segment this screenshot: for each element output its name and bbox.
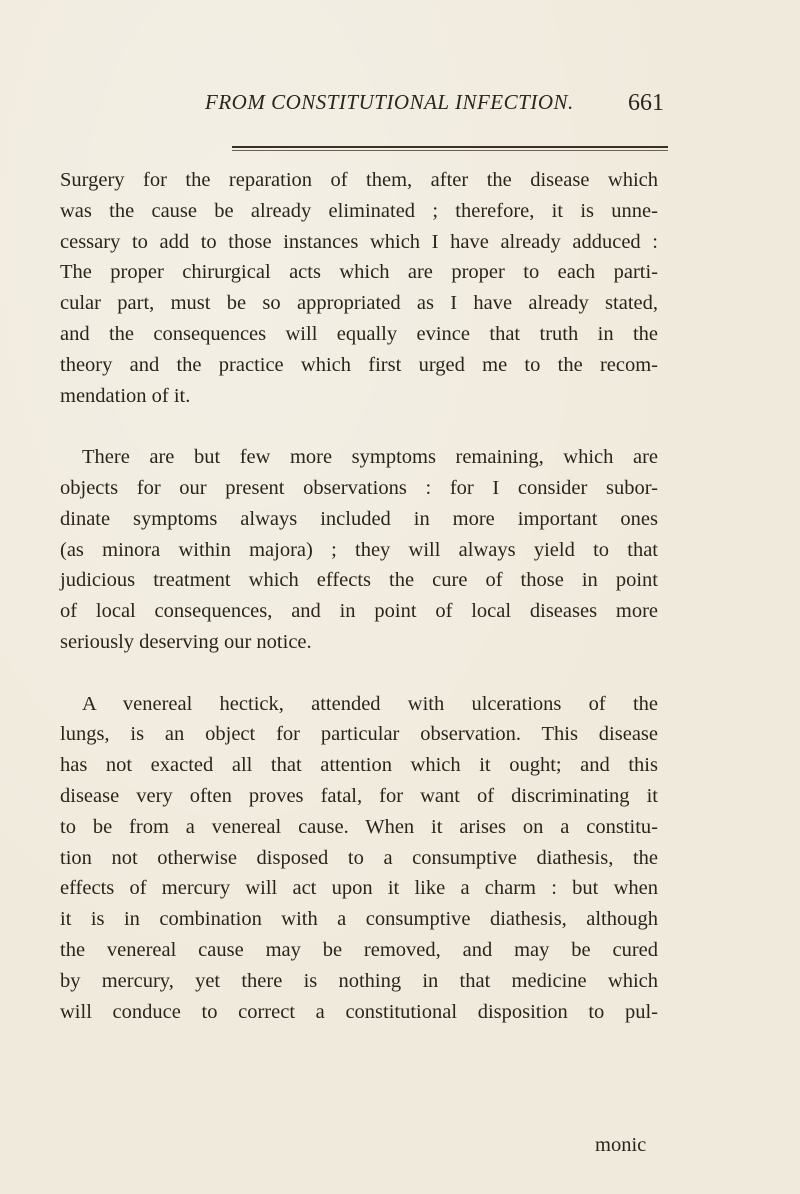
running-head: FROM CONSTITUTIONAL INFECTION. (205, 90, 574, 114)
paragraph-1 (60, 165, 658, 411)
text-line: cular part, must be so appropriated as I have already stated, (60, 292, 658, 315)
text-line: disease very often proves fatal, for want of discriminating it (60, 784, 658, 807)
text-line: has not exacted all that attention which it ought; and this (60, 754, 658, 777)
text-line: judicious treatment which effects the cure of those in point (60, 569, 658, 592)
text-line: (as minora within majora) ; they will always yield to that (60, 538, 658, 561)
text-line: to be from a venereal cause. When it arises on a constitu- (60, 815, 658, 838)
page-number: 661 (628, 90, 664, 116)
paragraph-2 (60, 442, 658, 658)
text-line: The proper chirurgical acts which are proper to each parti- (60, 261, 658, 284)
text-line: seriously deserving our notice. (60, 630, 312, 653)
paragraph-3 (60, 689, 658, 1028)
body-text (60, 165, 658, 1027)
text-line: A venereal hectick, attended with ulcerations of the (82, 692, 658, 715)
text-line: tion not otherwise disposed to a consumptive diathesis, the (60, 846, 658, 869)
text-line: effects of mercury will act upon it like a charm : but when (60, 877, 658, 900)
text-line: Surgery for the reparation of them, after the disease which (60, 169, 658, 191)
page-header (0, 90, 800, 130)
header-rule-thin (232, 150, 668, 151)
text-line: will conduce to correct a constitutional disposition to pul- (60, 1000, 658, 1023)
paragraph-gap (60, 658, 658, 689)
text-line: of local consequences, and in point of local diseases more (60, 600, 658, 623)
text-line: theory and the practice which first urged me to the recom- (60, 353, 658, 376)
text-line: objects for our present observations : for I consider subor- (60, 476, 658, 499)
text-line: dinate symptoms always included in more important ones (60, 507, 658, 530)
header-rule (232, 146, 668, 148)
text-line: mendation of it. (60, 384, 191, 407)
text-line: the venereal cause may be removed, and may be cured (60, 938, 658, 961)
text-line: it is in combination with a consumptive diathesis, although (60, 908, 658, 931)
paragraph-gap (60, 411, 658, 442)
text-line: There are but few more symptoms remaining, which are (82, 446, 658, 469)
text-line: and the consequences will equally evince that truth in the (60, 322, 658, 345)
text-line: was the cause be already eliminated ; therefore, it is unne- (60, 199, 658, 222)
catchword: monic (595, 1134, 647, 1156)
text-line: cessary to add to those instances which I have already adduced : (60, 230, 658, 253)
text-line: lungs, is an object for particular observation. This disease (60, 723, 658, 746)
text-line: by mercury, yet there is nothing in that medicine which (60, 969, 658, 992)
